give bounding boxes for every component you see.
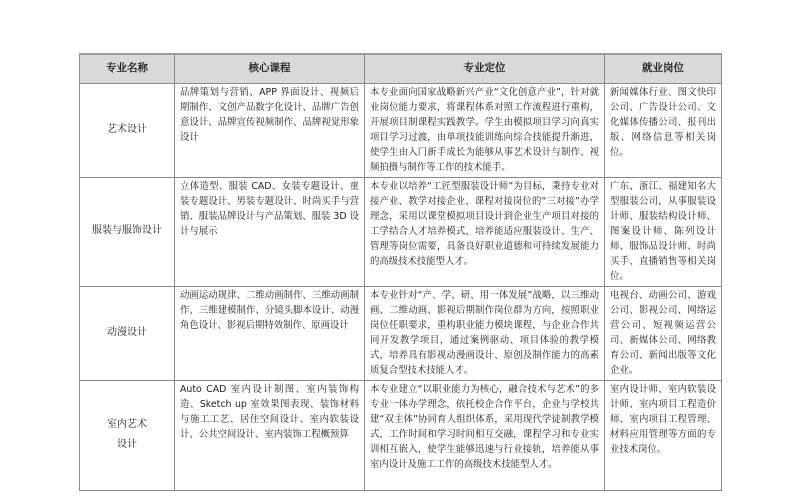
courses-cell: 动画运动规律、二维动画制作、三维动画制作、三维建模制作、分镜头脚本设计、动漫角色设计、影视后期特效制作、原画设计 [175, 286, 365, 380]
header-core-courses: 核心课程 [175, 54, 365, 83]
major-name-cell [80, 83, 175, 177]
jobs-cell: 广东、浙江、福建知名大型服装公司，从事服装设计师、服装结构设计师、图案设计师、陈列设计师、服饰品设计师、时尚买手、直播销售等相关岗位。 [605, 177, 722, 286]
courses-cell: Auto CAD 室内设计制图、室内装饰构造、Sketch up 室效果图表现、装饰材料与施工工艺、居住空间设计、室内软装设计、公共空间设计、室内装饰工程概预算 [175, 380, 365, 490]
table-row [80, 286, 722, 380]
major-name-cell [80, 177, 175, 286]
table-row [80, 177, 722, 286]
table-header-row [80, 54, 722, 83]
header-jobs: 就业岗位 [605, 54, 722, 83]
positioning-cell: 本专业面向国家战略新兴产业“文化创意产业”，针对就业岗位能力要求，将课程体系对照工作流程进行重构，开展项目制课程实践教学。学生由模拟项目学习向真实项目学习过渡，由单项技能训练向综合技能提升渐进，使学生由入门新手成长为能够从事艺术设计与制作、视频拍摄与制作等工作的技术能手。 [365, 83, 605, 177]
major-name-cell [80, 286, 175, 380]
major-info-table [79, 53, 722, 491]
jobs-cell: 电视台、动画公司、游戏公司、影视公司、网络运营公司、短视频运营公司、新媒体公司、网络教育公司、新闻出版等文化企业。 [605, 286, 722, 380]
positioning-cell: 本专业针对“产、学、研、用一体发展”战略，以三维动画、二维动画、影视后期制作岗位群为方向，按照职业岗位任职要求，重构职业能力模块课程，与企业合作共同开发教学项目，通过案例驱动、项目体验的教学模式，培养具有影视动漫画设计、原创及制作能力的高素质复合型技术技能人才。 [365, 286, 605, 380]
jobs-cell: 新闻媒体行业、图文快印公司、广告设计公司、文化媒体传播公司、报刊出版、网络信息等相关岗位。 [605, 83, 722, 177]
jobs-cell: 室内设计师、室内软装设计师、室内项目工程造价师、室内项目工程管理、材料应用管理等方面的专业技术岗位。 [605, 380, 722, 490]
table-row [80, 380, 722, 490]
major-name-line-2: 设计 [117, 438, 137, 450]
major-name: 艺术设计 [107, 123, 147, 135]
courses-cell: 品牌策划与营销、APP 界面设计、视频后期制作、文创产品数字化设计、品牌广告创意设计、品牌宣传视频制作、品牌视觉形象设计 [175, 83, 365, 177]
major-name: 服装与服饰设计 [92, 225, 162, 236]
positioning-cell: 本专业以培养“工匠型服装设计师”为目标，秉持专业对接产业、教学对接企业、课程对接岗位的“三对接”办学理念，采用以课堂模拟项目设计到企业生产项目对接的工学结合人才培养模式，培养能适应服装设计、生产、管理等岗位需要，具备良好职业道德和可持续发展能力的高级技术技能型人才。 [365, 177, 605, 286]
courses-cell: 立体造型、服装 CAD、女装专题设计、童装专题设计、男装专题设计、时尚买手与营销、服装品牌设计与产品策划、服装 3D 设计与展示 [175, 177, 365, 286]
header-major-name: 专业名称 [80, 54, 175, 83]
major-name: 动漫设计 [107, 326, 147, 338]
major-name-line-1: 室内艺术 [107, 418, 147, 430]
table-row [80, 83, 722, 177]
major-name-cell [80, 380, 175, 490]
positioning-cell: 本专业建立“以职业能力为核心，融合技术与艺术”的多专业一体办学理念，依托校企合作平台，企业与学校共建“双主体”协同育人组织体系，采用现代学徒制教学模式，工作时间和学习时间相互交融，课程学习和专业实训相互嵌入，使学生能够迅速与行业接轨，培养能从事室内设计及施工工作的高级技术技能型人才。 [365, 380, 605, 490]
header-positioning: 专业定位 [365, 54, 605, 83]
